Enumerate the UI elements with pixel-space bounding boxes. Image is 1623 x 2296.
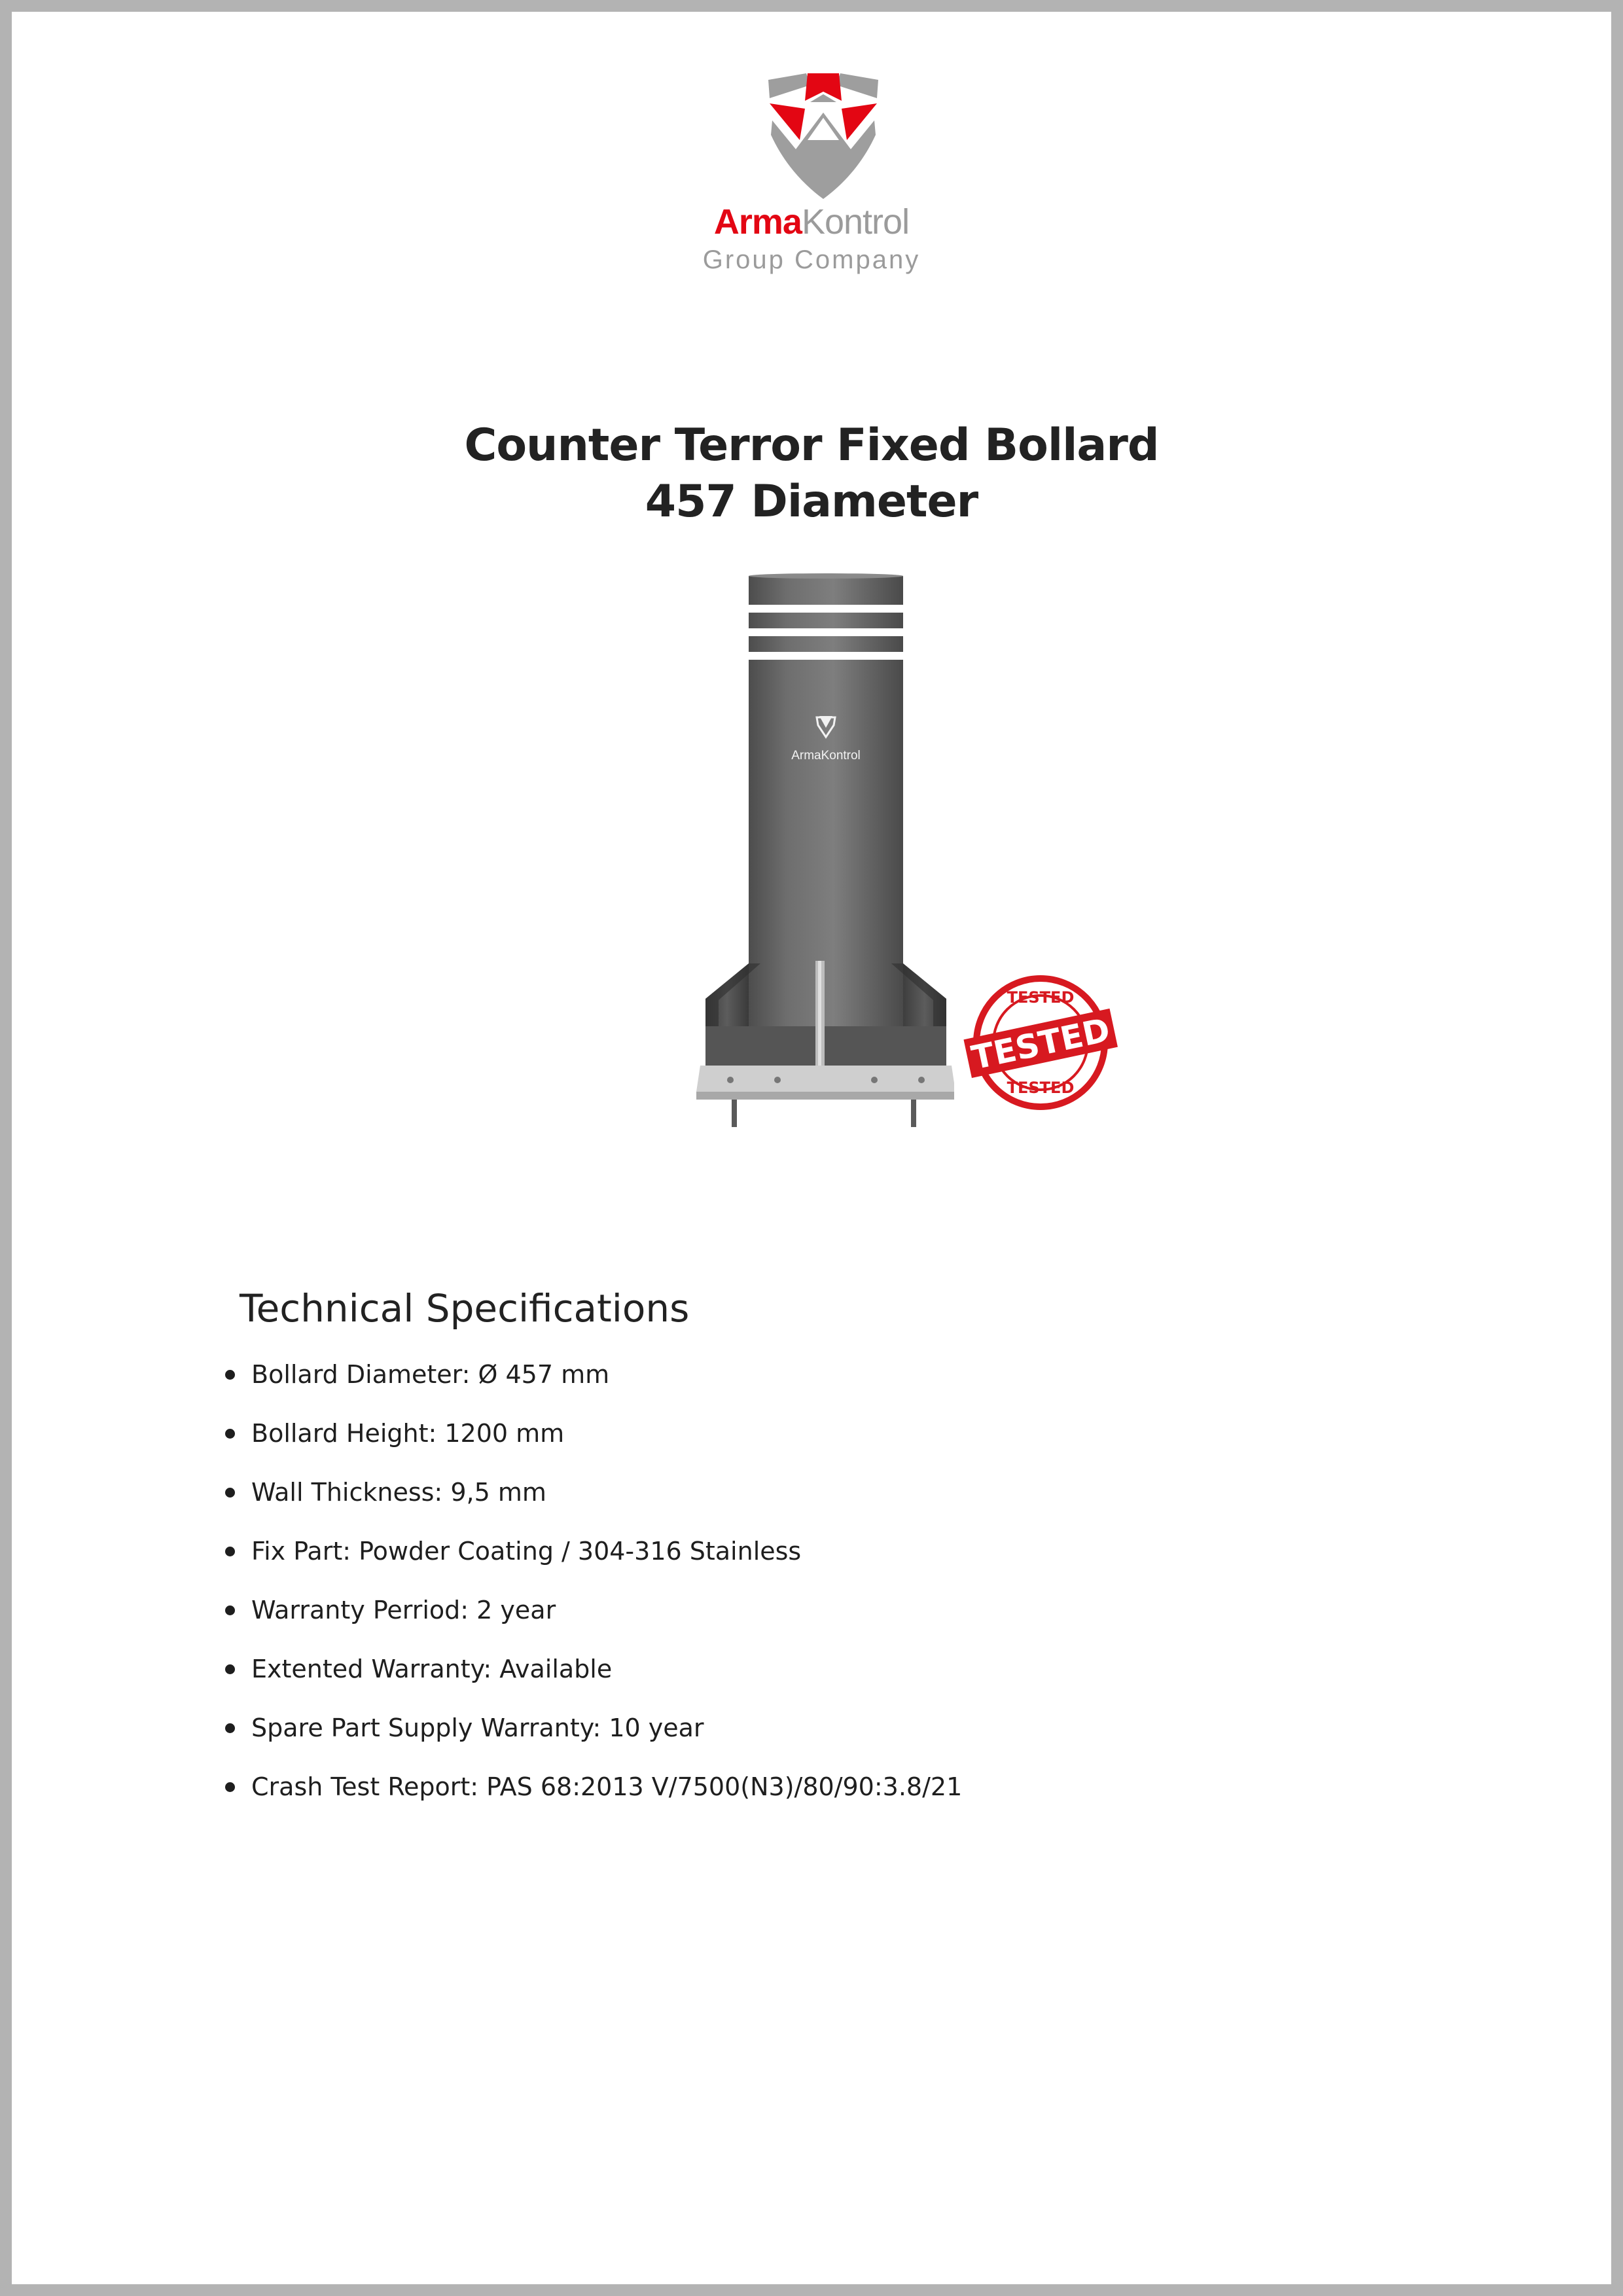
specs-heading: Technical Specifications	[240, 1286, 690, 1331]
bullet-icon	[225, 1547, 235, 1556]
spec-item-text: Spare Part Supply Warranty: 10 year	[251, 1713, 704, 1742]
spec-item-text: Crash Test Report: PAS 68:2013 V/7500(N3)/80/90:3.8/21	[251, 1772, 963, 1801]
spec-item-text: Extented Warranty: Available	[251, 1655, 613, 1683]
spec-item	[225, 1704, 962, 1763]
stamp-main-text: TESTED	[968, 1011, 1114, 1077]
spec-item	[225, 1763, 962, 1822]
bullet-icon	[225, 1429, 235, 1439]
company-logo-icon	[764, 72, 882, 200]
document-page	[12, 12, 1611, 2284]
specs-list	[225, 1351, 962, 1822]
tested-stamp-icon	[962, 974, 1119, 1111]
brand-name	[12, 200, 1611, 243]
spec-item-text: Wall Thickness: 9,5 mm	[251, 1478, 546, 1507]
page-title	[12, 418, 1611, 530]
bullet-icon	[225, 1370, 235, 1380]
spec-item-text: Warranty Perriod: 2 year	[251, 1596, 556, 1624]
spec-item-text: Fix Part: Powder Coating / 304-316 Stainless	[251, 1537, 802, 1566]
bullet-icon	[225, 1664, 235, 1674]
bullet-icon	[225, 1782, 235, 1792]
spec-item	[225, 1469, 962, 1528]
bullet-icon	[225, 1605, 235, 1615]
bollard-logo-text: ArmaKontrol	[791, 749, 861, 762]
bollard-product-image	[692, 568, 954, 1223]
title-line-1: Counter Terror Fixed Bollard	[464, 420, 1159, 471]
title-line-2: 457 Diameter	[645, 476, 978, 528]
brand-name-arma: Arma	[713, 202, 802, 242]
spec-item-text: Bollard Height: 1200 mm	[251, 1419, 565, 1448]
bullet-icon	[225, 1723, 235, 1733]
spec-item	[225, 1351, 962, 1410]
stamp-top-text: TESTED	[1007, 988, 1075, 1007]
spec-item	[225, 1528, 962, 1587]
bullet-icon	[225, 1488, 235, 1498]
brand-name-kontrol: Kontrol	[801, 202, 910, 242]
stamp-bottom-text: TESTED	[1007, 1079, 1075, 1097]
spec-item	[225, 1587, 962, 1645]
spec-item	[225, 1645, 962, 1704]
spec-item-text: Bollard Diameter: Ø 457 mm	[251, 1360, 610, 1389]
brand-tagline: Group Company	[702, 245, 921, 274]
spec-item	[225, 1410, 962, 1469]
